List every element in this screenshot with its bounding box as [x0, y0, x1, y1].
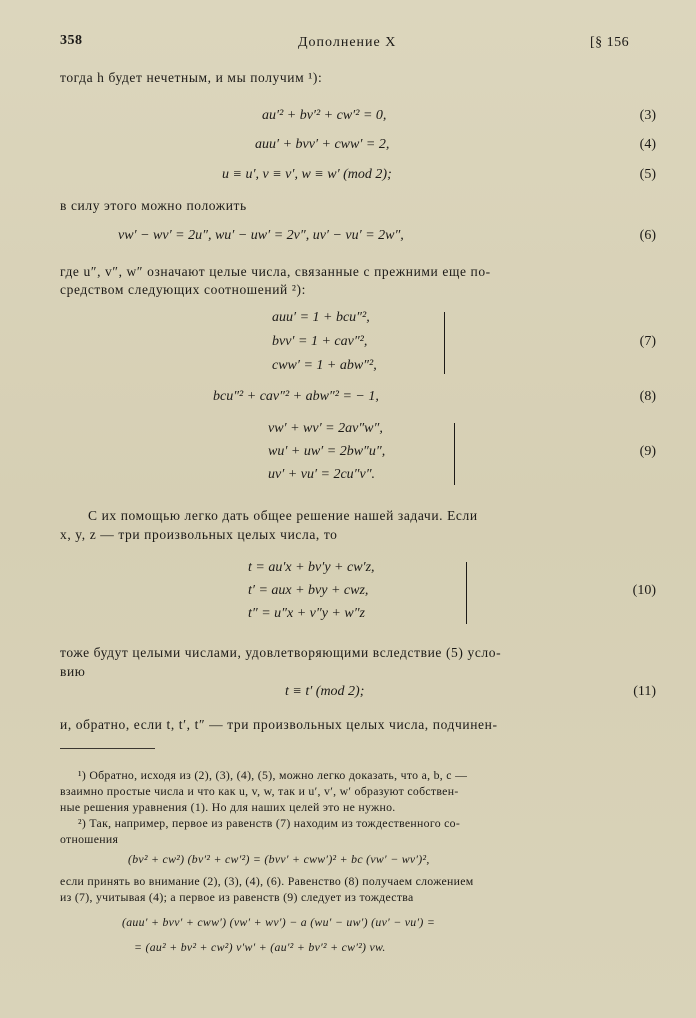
equation-number: (6) [639, 228, 656, 243]
page-number: 358 [60, 33, 83, 48]
text-line: тогда h будет нечетным, и мы получим ¹): [60, 70, 323, 85]
text-line: вию [60, 664, 86, 679]
footnote-rule [60, 748, 155, 749]
equation-11: t ≡ t′ (mod 2); [285, 684, 365, 699]
footnote-line: ные решения уравнения (1). Но для наших целей это не нужно. [60, 800, 396, 814]
equation-number: (8) [639, 389, 656, 404]
footnote-line: из (7), учитывая (4); а первое из равенств (9) следует из тождества [60, 890, 414, 904]
brace-9 [450, 423, 455, 485]
section-number: [§ 156 [590, 35, 630, 50]
equation-number: (7) [639, 334, 656, 349]
equation-10c: t″ = u″x + v″y + w″z [248, 606, 365, 621]
equation-4: auu′ + bvv′ + cww′ = 2, [255, 137, 390, 152]
footnote-equation: (auu′ + bvv′ + cww′) (vw′ + wv′) − a (wu′ − uw′) (uv′ − vu′) = [122, 915, 436, 929]
equation-5: u ≡ u′, v ≡ v′, w ≡ w′ (mod 2); [222, 167, 392, 182]
text-line: и, обратно, если t, t′, t″ — три произвольных целых числа, подчинен- [60, 717, 498, 732]
footnote-equation: (bv² + cw²) (bv′² + cw′²) = (bvv′ + cww′)² + bc (vw′ − wv′)², [128, 852, 430, 866]
equation-7a: auu′ = 1 + bcu″², [272, 310, 370, 325]
equation-3: au′² + bv′² + cw′² = 0, [262, 108, 387, 123]
text-line: тоже будут целыми числами, удовлетворяющими вследствие (5) усло- [60, 645, 502, 660]
equation-7b: bvv′ = 1 + cav″², [272, 334, 368, 349]
text-line: в силу этого можно положить [60, 198, 247, 213]
text-line: где u″, v″, w″ означают целые числа, связанные с прежними еще по- [60, 264, 491, 279]
equation-number: (10) [632, 583, 656, 598]
equation-7c: cww′ = 1 + abw″², [272, 358, 377, 373]
equation-10b: t′ = aux + bvy + cwz, [248, 583, 369, 598]
running-title: Дополнение X [298, 35, 397, 50]
equation-number: (9) [639, 444, 656, 459]
brace-7 [440, 312, 445, 374]
equation-9b: wu′ + uw′ = 2bw″u″, [268, 444, 386, 459]
footnote-line: если принять во внимание (2), (3), (4), (6). Равенство (8) получаем сложением [60, 874, 474, 888]
footnote-line: взаимно простые числа и что как u, v, w, так и u′, v′, w′ образуют собствен- [60, 784, 459, 798]
equation-9a: vw′ + wv′ = 2av″w″, [268, 421, 383, 436]
equation-number: (11) [633, 684, 656, 699]
equation-number: (4) [639, 137, 656, 152]
text-line: средством следующих соотношений ²): [60, 282, 306, 297]
equation-6: vw′ − wv′ = 2u″, wu′ − uw′ = 2v″, uv′ − vu′ = 2w″, [118, 228, 404, 243]
equation-10a: t = au′x + bv′y + cw′z, [248, 560, 375, 575]
text-line: С их помощью легко дать общее решение нашей задачи. Если [88, 508, 478, 523]
footnote-line: ¹) Обратно, исходя из (2), (3), (4), (5), можно легко доказать, что a, b, c — [78, 768, 468, 782]
footnote-line: ²) Так, например, первое из равенств (7) находим из тождественного со- [78, 816, 461, 830]
equation-8: bcu″² + cav″² + abw″² = − 1, [213, 389, 379, 404]
brace-10 [462, 562, 467, 624]
footnote-equation: = (au² + bv² + cw²) v′w′ + (au′² + bv′² + cw′²) vw. [134, 940, 386, 954]
equation-number: (5) [639, 167, 656, 182]
equation-9c: uv′ + vu′ = 2cu″v″. [268, 467, 376, 482]
equation-number: (3) [639, 108, 656, 123]
footnote-line: отношения [60, 832, 119, 846]
text-line: x, y, z — три произвольных целых числа, то [60, 527, 338, 542]
